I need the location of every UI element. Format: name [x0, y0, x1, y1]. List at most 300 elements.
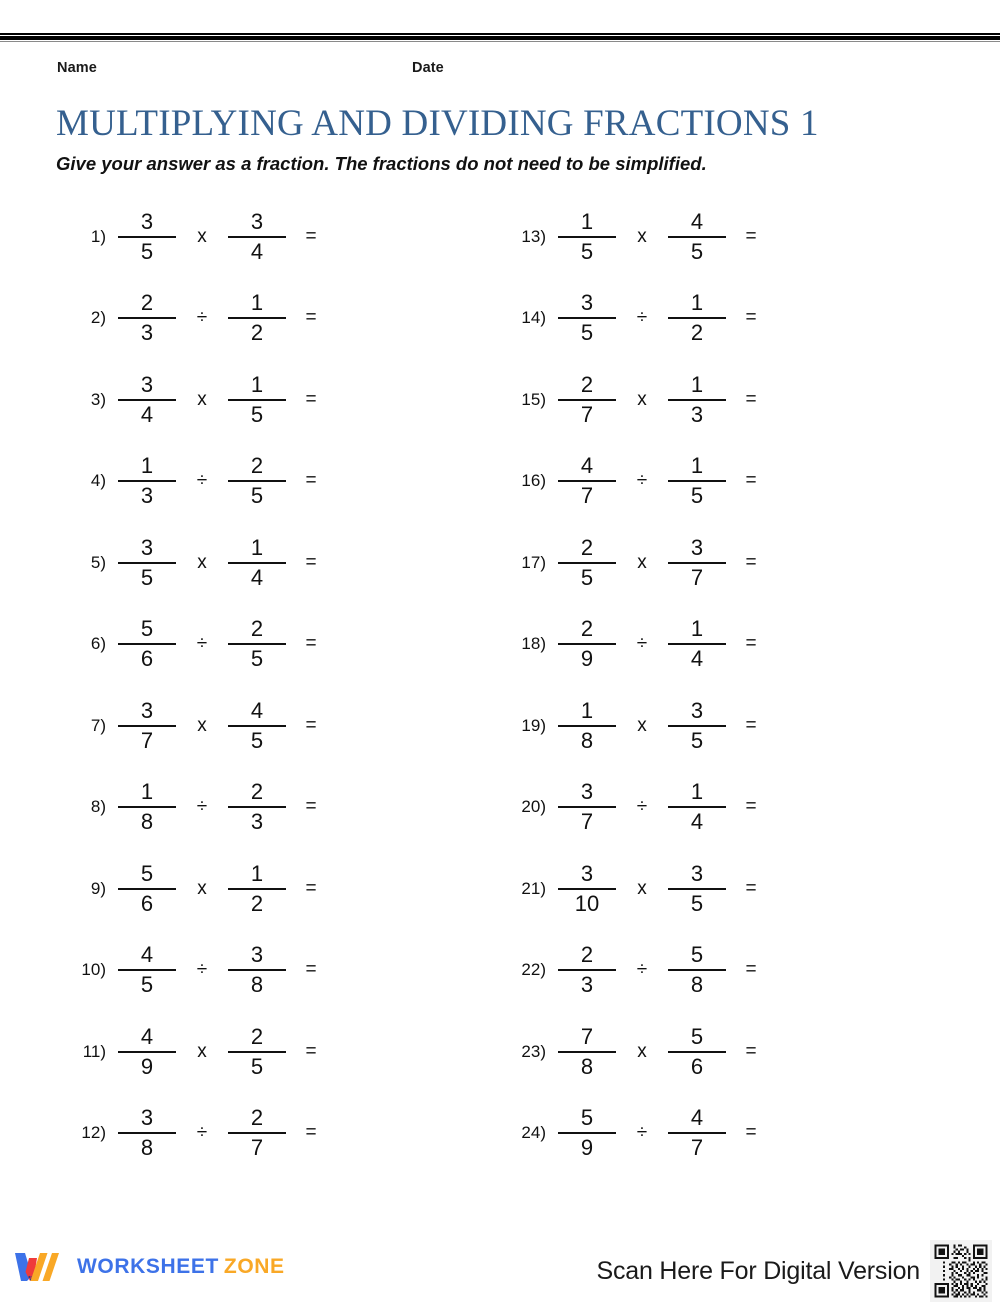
- problem-row: [60, 848, 490, 930]
- problem-number: 19): [521, 715, 546, 735]
- denominator: 2: [250, 320, 264, 346]
- student-info-row: [0, 60, 1000, 82]
- fraction-bar: [558, 1051, 616, 1053]
- denominator: 5: [140, 238, 154, 264]
- problem-number: 6): [90, 634, 106, 654]
- denominator: 3: [690, 401, 704, 427]
- denominator: 8: [580, 1053, 594, 1079]
- fraction-bar: [558, 643, 616, 645]
- numerator: 1: [690, 290, 704, 316]
- denominator: 5: [250, 727, 264, 753]
- fraction-second: [664, 857, 730, 921]
- denominator: 5: [250, 401, 264, 427]
- fraction-bar: [558, 969, 616, 971]
- problem-number: 5): [90, 552, 106, 572]
- fraction-second: [664, 286, 730, 350]
- fraction-second: [224, 449, 290, 513]
- fraction-bar: [118, 1132, 176, 1134]
- fraction-first: [554, 449, 620, 513]
- numerator: 1: [250, 860, 264, 886]
- numerator: 1: [690, 779, 704, 805]
- equals-symbol: =: [745, 307, 757, 329]
- equals-symbol: =: [745, 388, 757, 410]
- denominator: 6: [140, 890, 154, 916]
- problem-number: 8): [90, 797, 106, 817]
- numerator: 3: [580, 290, 594, 316]
- denominator: 5: [250, 1053, 264, 1079]
- fraction-bar: [118, 806, 176, 808]
- denominator: 9: [580, 646, 594, 672]
- fraction-second: [224, 938, 290, 1002]
- fraction-bar: [558, 888, 616, 890]
- denominator: 5: [580, 238, 594, 264]
- problem-row: [500, 196, 930, 278]
- problem-number: 10): [81, 960, 106, 980]
- fraction-first: [554, 857, 620, 921]
- fraction-bar: [118, 317, 176, 319]
- operator-symbol: ÷: [636, 633, 648, 655]
- fraction-bar: [558, 806, 616, 808]
- fraction-first: [114, 938, 180, 1002]
- numerator: 5: [140, 616, 154, 642]
- numerator: 4: [140, 942, 154, 968]
- problem-number: 16): [521, 471, 546, 491]
- numerator: 2: [580, 534, 594, 560]
- numerator: 3: [140, 534, 154, 560]
- denominator: 9: [140, 1053, 154, 1079]
- numerator: 4: [250, 697, 264, 723]
- problem-row: [60, 1011, 490, 1093]
- numerator: 2: [580, 371, 594, 397]
- numerator: 5: [580, 1105, 594, 1131]
- problem-row: [60, 278, 490, 360]
- fraction-bar: [668, 1051, 726, 1053]
- equals-symbol: =: [305, 1122, 317, 1144]
- fraction-bar: [558, 236, 616, 238]
- fraction-bar: [668, 888, 726, 890]
- numerator: 1: [140, 453, 154, 479]
- denominator: 4: [140, 401, 154, 427]
- fraction-bar: [118, 1051, 176, 1053]
- fraction-bar: [118, 725, 176, 727]
- numerator: 3: [690, 534, 704, 560]
- denominator: 5: [250, 483, 264, 509]
- denominator: 7: [690, 1135, 704, 1161]
- fraction-bar: [668, 969, 726, 971]
- numerator: 2: [250, 1105, 264, 1131]
- denominator: 2: [690, 320, 704, 346]
- problem-row: [60, 767, 490, 849]
- operator-symbol: ÷: [636, 796, 648, 818]
- equals-symbol: =: [745, 1122, 757, 1144]
- brand-wordmark: [77, 1255, 285, 1279]
- numerator: 2: [580, 616, 594, 642]
- fraction-bar: [668, 399, 726, 401]
- fraction-second: [664, 775, 730, 839]
- denominator: 6: [140, 646, 154, 672]
- fraction-first: [114, 531, 180, 595]
- problem-row: [60, 1093, 490, 1175]
- fraction-first: [114, 694, 180, 758]
- problem-number: 13): [521, 226, 546, 246]
- fraction-bar: [558, 562, 616, 564]
- numerator: 2: [250, 453, 264, 479]
- fraction-bar: [558, 399, 616, 401]
- fraction-second: [224, 531, 290, 595]
- operator-symbol: ÷: [196, 796, 208, 818]
- fraction-second: [664, 1020, 730, 1084]
- scan-cta: [596, 1240, 992, 1302]
- fraction-bar: [228, 806, 286, 808]
- fraction-bar: [118, 969, 176, 971]
- numerator: 7: [580, 1023, 594, 1049]
- fraction-first: [114, 775, 180, 839]
- denominator: 5: [690, 890, 704, 916]
- operator-symbol: ÷: [636, 307, 648, 329]
- fraction-first: [114, 857, 180, 921]
- problem-row: [500, 685, 930, 767]
- fraction-bar: [558, 480, 616, 482]
- fraction-second: [664, 449, 730, 513]
- denominator: 7: [580, 401, 594, 427]
- problem-row: [500, 930, 930, 1012]
- equals-symbol: =: [745, 1040, 757, 1062]
- page-title: MULTIPLYING AND DIVIDING FRACTIONS 1: [56, 103, 819, 144]
- denominator: 5: [140, 564, 154, 590]
- problem-number: 12): [81, 1123, 106, 1143]
- operator-symbol: ÷: [636, 1122, 648, 1144]
- fraction-bar: [118, 643, 176, 645]
- numerator: 3: [140, 1105, 154, 1131]
- header-rule-thick: [0, 36, 1000, 40]
- fraction-first: [554, 938, 620, 1002]
- problem-row: [60, 196, 490, 278]
- operator-symbol: ÷: [196, 470, 208, 492]
- equals-symbol: =: [305, 388, 317, 410]
- fraction-second: [224, 368, 290, 432]
- fraction-second: [664, 531, 730, 595]
- problem-row: [500, 1093, 930, 1175]
- fraction-bar: [228, 725, 286, 727]
- fraction-second: [664, 694, 730, 758]
- problem-number: 20): [521, 797, 546, 817]
- problem-number: 24): [521, 1123, 546, 1143]
- problem-number: 9): [90, 878, 106, 898]
- operator-symbol: ÷: [196, 633, 208, 655]
- denominator: 7: [690, 564, 704, 590]
- problem-number: 15): [521, 389, 546, 409]
- fraction-first: [554, 286, 620, 350]
- equals-symbol: =: [745, 551, 757, 573]
- problem-row: [500, 1011, 930, 1093]
- numerator: 3: [580, 860, 594, 886]
- problem-number: 18): [521, 634, 546, 654]
- numerator: 1: [250, 371, 264, 397]
- fraction-second: [664, 938, 730, 1002]
- equals-symbol: =: [305, 470, 317, 492]
- header-rule-hairline: [0, 41, 1000, 42]
- brand-word-worksheet: WORKSHEET: [77, 1255, 219, 1278]
- problem-number: 21): [521, 878, 546, 898]
- fraction-first: [554, 694, 620, 758]
- numerator: 5: [690, 1023, 704, 1049]
- fraction-bar: [228, 1132, 286, 1134]
- header-rule-thin-top: [0, 33, 1000, 35]
- worksheet-zone-mark-icon: [12, 1250, 68, 1284]
- operator-symbol: x: [637, 225, 647, 247]
- denominator: 5: [250, 646, 264, 672]
- numerator: 1: [140, 779, 154, 805]
- numerator: 5: [140, 860, 154, 886]
- qr-code-icon[interactable]: [930, 1240, 992, 1302]
- numerator: 3: [140, 208, 154, 234]
- fraction-second: [664, 612, 730, 676]
- operator-symbol: x: [637, 1040, 647, 1062]
- numerator: 4: [140, 1023, 154, 1049]
- fraction-second: [224, 775, 290, 839]
- problem-row: [500, 359, 930, 441]
- fraction-bar: [228, 1051, 286, 1053]
- problem-row: [500, 278, 930, 360]
- fraction-first: [114, 368, 180, 432]
- denominator: 4: [690, 646, 704, 672]
- fraction-bar: [668, 480, 726, 482]
- denominator: 8: [250, 972, 264, 998]
- operator-symbol: x: [197, 877, 207, 899]
- denominator: 3: [250, 809, 264, 835]
- denominator: 9: [580, 1135, 594, 1161]
- equals-symbol: =: [305, 796, 317, 818]
- numerator: 1: [690, 453, 704, 479]
- problem-row: [60, 359, 490, 441]
- numerator: 2: [140, 290, 154, 316]
- denominator: 10: [574, 890, 600, 916]
- numerator: 4: [690, 208, 704, 234]
- problem-number: 14): [521, 308, 546, 328]
- operator-symbol: ÷: [636, 959, 648, 981]
- operator-symbol: x: [197, 551, 207, 573]
- problem-number: 1): [90, 226, 106, 246]
- equals-symbol: =: [305, 551, 317, 573]
- denominator: 8: [690, 972, 704, 998]
- operator-symbol: ÷: [196, 959, 208, 981]
- fraction-bar: [668, 236, 726, 238]
- fraction-second: [664, 368, 730, 432]
- fraction-second: [664, 1101, 730, 1165]
- fraction-bar: [668, 725, 726, 727]
- problem-row: [500, 522, 930, 604]
- problem-number: 22): [521, 960, 546, 980]
- numerator: 4: [580, 453, 594, 479]
- problem-row: [60, 930, 490, 1012]
- numerator: 1: [580, 697, 594, 723]
- scan-instruction-text: Scan Here For Digital Version: [596, 1256, 920, 1285]
- operator-symbol: ÷: [636, 470, 648, 492]
- numerator: 1: [690, 616, 704, 642]
- operator-symbol: x: [197, 714, 207, 736]
- worksheet-zone-logo: [12, 1250, 285, 1284]
- problem-number: 23): [521, 1041, 546, 1061]
- fraction-bar: [558, 317, 616, 319]
- fraction-bar: [228, 236, 286, 238]
- equals-symbol: =: [305, 714, 317, 736]
- numerator: 1: [250, 290, 264, 316]
- denominator: 3: [140, 483, 154, 509]
- denominator: 8: [580, 727, 594, 753]
- numerator: 1: [250, 534, 264, 560]
- fraction-first: [114, 286, 180, 350]
- numerator: 2: [250, 779, 264, 805]
- fraction-second: [664, 205, 730, 269]
- page-footer: [0, 1228, 1000, 1294]
- numerator: 5: [690, 942, 704, 968]
- problem-number: 7): [90, 715, 106, 735]
- problem-row: [500, 848, 930, 930]
- denominator: 5: [580, 320, 594, 346]
- fraction-bar: [668, 562, 726, 564]
- numerator: 3: [250, 942, 264, 968]
- fraction-first: [554, 1101, 620, 1165]
- operator-symbol: x: [637, 714, 647, 736]
- equals-symbol: =: [745, 225, 757, 247]
- problem-number: 2): [90, 308, 106, 328]
- operator-symbol: x: [197, 388, 207, 410]
- problem-row: [500, 604, 930, 686]
- fraction-bar: [118, 562, 176, 564]
- numerator: 3: [140, 371, 154, 397]
- fraction-first: [114, 449, 180, 513]
- fraction-bar: [558, 725, 616, 727]
- denominator: 8: [140, 1135, 154, 1161]
- problem-row: [60, 441, 490, 523]
- equals-symbol: =: [745, 877, 757, 899]
- name-label: Name: [57, 60, 97, 76]
- numerator: 2: [250, 1023, 264, 1049]
- denominator: 5: [690, 238, 704, 264]
- numerator: 2: [580, 942, 594, 968]
- fraction-first: [554, 775, 620, 839]
- numerator: 3: [250, 208, 264, 234]
- fraction-bar: [668, 643, 726, 645]
- problem-row: [60, 522, 490, 604]
- problem-row: [500, 767, 930, 849]
- equals-symbol: =: [305, 959, 317, 981]
- numerator: 3: [690, 860, 704, 886]
- fraction-first: [114, 612, 180, 676]
- equals-symbol: =: [305, 1040, 317, 1062]
- denominator: 5: [140, 972, 154, 998]
- denominator: 2: [250, 890, 264, 916]
- fraction-second: [224, 612, 290, 676]
- problem-number: 11): [82, 1041, 106, 1061]
- problem-column-right: [500, 196, 930, 1174]
- fraction-first: [554, 368, 620, 432]
- numerator: 3: [140, 697, 154, 723]
- fraction-bar: [558, 1132, 616, 1134]
- fraction-bar: [118, 399, 176, 401]
- fraction-bar: [228, 888, 286, 890]
- fraction-first: [554, 1020, 620, 1084]
- operator-symbol: x: [197, 225, 207, 247]
- fraction-first: [554, 531, 620, 595]
- fraction-second: [224, 1020, 290, 1084]
- problem-column-left: [60, 196, 490, 1174]
- equals-symbol: =: [745, 796, 757, 818]
- fraction-second: [224, 857, 290, 921]
- denominator: 5: [580, 564, 594, 590]
- problem-number: 4): [90, 471, 106, 491]
- denominator: 3: [140, 320, 154, 346]
- problem-row: [60, 604, 490, 686]
- fraction-bar: [668, 317, 726, 319]
- equals-symbol: =: [745, 714, 757, 736]
- fraction-bar: [668, 806, 726, 808]
- denominator: 6: [690, 1053, 704, 1079]
- fraction-bar: [228, 562, 286, 564]
- instructions-text: Give your answer as a fraction. The fractions do not need to be simplified.: [56, 153, 707, 174]
- numerator: 2: [250, 616, 264, 642]
- denominator: 7: [250, 1135, 264, 1161]
- operator-symbol: x: [637, 388, 647, 410]
- problem-number: 3): [90, 389, 106, 409]
- fraction-first: [114, 205, 180, 269]
- fraction-bar: [118, 236, 176, 238]
- denominator: 4: [250, 238, 264, 264]
- denominator: 4: [250, 564, 264, 590]
- fraction-bar: [668, 1132, 726, 1134]
- fraction-first: [554, 205, 620, 269]
- problem-row: [500, 441, 930, 523]
- operator-symbol: x: [197, 1040, 207, 1062]
- denominator: 3: [580, 972, 594, 998]
- operator-symbol: x: [637, 877, 647, 899]
- brand-word-zone: ZONE: [223, 1255, 285, 1278]
- denominator: 4: [690, 809, 704, 835]
- fraction-second: [224, 286, 290, 350]
- numerator: 4: [690, 1105, 704, 1131]
- fraction-bar: [228, 399, 286, 401]
- equals-symbol: =: [305, 877, 317, 899]
- equals-symbol: =: [305, 307, 317, 329]
- problem-row: [60, 685, 490, 767]
- fraction-first: [114, 1101, 180, 1165]
- fraction-bar: [118, 888, 176, 890]
- operator-symbol: ÷: [196, 307, 208, 329]
- equals-symbol: =: [745, 959, 757, 981]
- operator-symbol: x: [637, 551, 647, 573]
- fraction-second: [224, 694, 290, 758]
- fraction-bar: [228, 969, 286, 971]
- fraction-bar: [228, 643, 286, 645]
- fraction-first: [554, 612, 620, 676]
- equals-symbol: =: [305, 633, 317, 655]
- denominator: 8: [140, 809, 154, 835]
- fraction-first: [114, 1020, 180, 1084]
- equals-symbol: =: [745, 633, 757, 655]
- header-divider-rule: [0, 33, 1000, 43]
- fraction-second: [224, 205, 290, 269]
- equals-symbol: =: [305, 225, 317, 247]
- fraction-bar: [118, 480, 176, 482]
- denominator: 7: [580, 809, 594, 835]
- numerator: 3: [580, 779, 594, 805]
- numerator: 1: [580, 208, 594, 234]
- denominator: 7: [140, 727, 154, 753]
- denominator: 5: [690, 727, 704, 753]
- fraction-second: [224, 1101, 290, 1165]
- date-label: Date: [412, 60, 444, 76]
- numerator: 1: [690, 371, 704, 397]
